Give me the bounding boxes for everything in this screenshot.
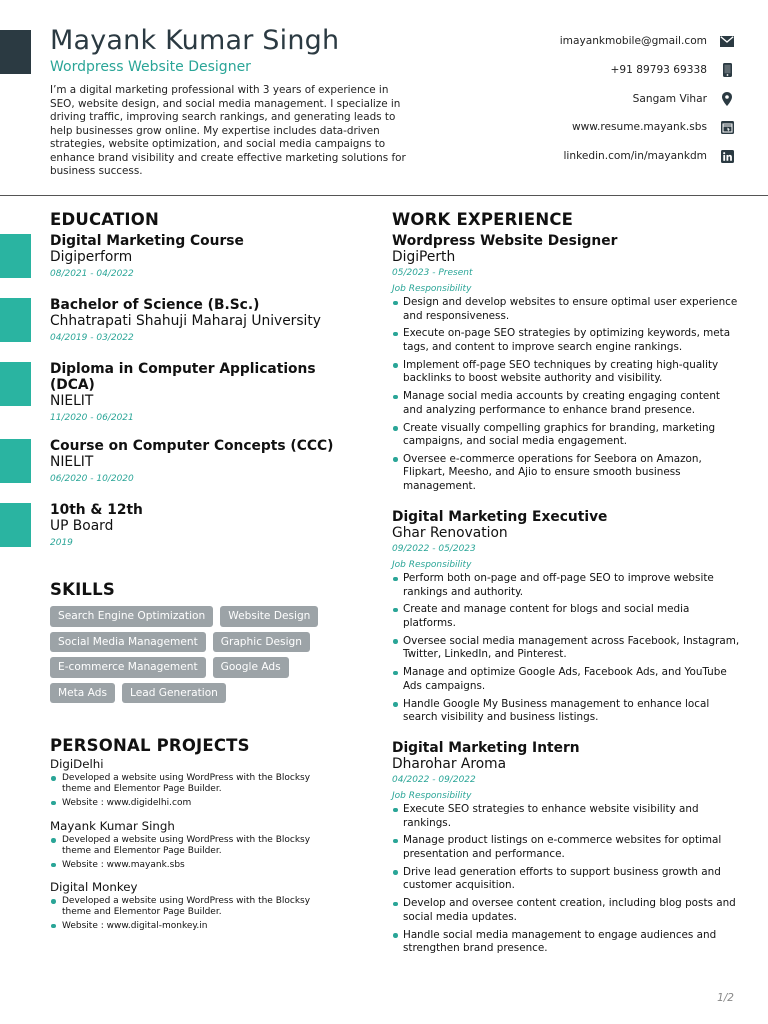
header-accent-block: [0, 30, 31, 74]
job-entry: [392, 740, 742, 960]
page-number: 1/2: [717, 992, 734, 1004]
job-bullet: Implement off-page SEO techniques by creating high-quality backlinks to boost website authority and visibility.: [392, 359, 742, 386]
job-responsibility-label: Job Responsibility: [392, 791, 472, 801]
skills-heading: SKILLS: [50, 580, 115, 599]
job-bullets: [392, 296, 742, 494]
skill-tag: Social Media Management: [50, 632, 206, 653]
education-title: Digital Marketing Course: [50, 233, 244, 249]
skill-tag: Search Engine Optimization: [50, 606, 213, 627]
contact-linkedin[interactable]: [474, 142, 734, 171]
project-bullets: [50, 896, 340, 931]
job-bullet: Manage product listings on e-commerce websites for optimal presentation and performance.: [392, 834, 742, 861]
education-item: [50, 233, 350, 279]
education-accent-bar: [0, 503, 31, 547]
contact-website-text[interactable]: www.resume.mayank.sbs: [571, 121, 707, 134]
projects-heading: PERSONAL PROJECTS: [50, 736, 250, 755]
job-bullet: Manage social media accounts by creating engaging content and analyzing performance to enhance brand presence.: [392, 390, 742, 417]
job-bullet: Develop and oversee content creation, including blog posts and social media updates.: [392, 897, 742, 924]
contact-website[interactable]: [474, 113, 734, 142]
contact-phone-text[interactable]: +91 89793 69338: [610, 64, 707, 77]
project-item: [50, 757, 340, 811]
education-title: Diploma in Computer Applications (DCA): [50, 361, 316, 393]
contact-phone[interactable]: [474, 56, 734, 85]
job-company: DigiPerth: [392, 249, 456, 265]
job-date: 05/2023 - Present: [392, 268, 473, 278]
job-company: Ghar Renovation: [392, 525, 508, 541]
contact-email[interactable]: [474, 27, 734, 56]
job-bullet: Manage and optimize Google Ads, Facebook Ads, and YouTube Ads campaigns.: [392, 666, 742, 693]
education-date: 06/2020 - 10/2020: [50, 474, 134, 484]
project-name: Digital Monkey: [50, 880, 138, 894]
education-date: 08/2021 - 04/2022: [50, 269, 134, 279]
job-entry: [392, 509, 742, 729]
project-name: Mayank Kumar Singh: [50, 819, 175, 833]
contact-location-text: Sangam Vihar: [632, 92, 707, 105]
education-institution: Digiperform: [50, 249, 133, 265]
skill-tag: Website Design: [220, 606, 318, 627]
education-title: 10th & 12th: [50, 502, 143, 518]
candidate-name: Mayank Kumar Singh: [50, 25, 340, 56]
project-bullet: Developed a website using WordPress with the Blocksy theme and Elementor Page Builder.: [50, 773, 340, 795]
contact-list: [474, 27, 734, 170]
job-title: Digital Marketing Intern: [392, 740, 580, 756]
education-accent-bar: [0, 362, 31, 406]
contact-email-text[interactable]: imayankmobile@gmail.com: [559, 35, 707, 48]
job-bullet: Design and develop websites to ensure optimal user experience and responsiveness.: [392, 296, 742, 323]
education-title: Bachelor of Science (B.Sc.): [50, 297, 260, 313]
education-accent-bar: [0, 298, 31, 342]
project-item: [50, 819, 340, 873]
education-item: [50, 502, 350, 548]
job-bullet: Handle social media management to engage audiences and strengthen brand presence.: [392, 929, 742, 956]
education-item: [50, 297, 350, 343]
skill-tag: Graphic Design: [213, 632, 310, 653]
email-icon: [720, 34, 734, 48]
job-bullet: Drive lead generation efforts to support business growth and customer acquisition.: [392, 866, 742, 893]
project-item: [50, 880, 340, 934]
job-company: Dharohar Aroma: [392, 756, 507, 772]
skill-tag: E-commerce Management: [50, 657, 206, 678]
job-date: 04/2022 - 09/2022: [392, 775, 476, 785]
phone-icon: [720, 63, 734, 77]
education-heading: EDUCATION: [50, 210, 159, 229]
project-bullet: Website : www.digital-monkey.in: [50, 921, 340, 932]
education-title: Course on Computer Concepts (CCC): [50, 438, 334, 454]
job-responsibility-label: Job Responsibility: [392, 560, 472, 570]
website-icon: [720, 120, 734, 134]
job-bullet: Create visually compelling graphics for branding, marketing campaigns, and social media engagement.: [392, 422, 742, 449]
job-responsibility-label: Job Responsibility: [392, 284, 472, 294]
project-bullets: [50, 835, 340, 870]
education-institution: NIELIT: [50, 454, 94, 470]
education-institution: NIELIT: [50, 393, 94, 409]
skills-tag-list: [50, 606, 350, 703]
location-icon: [720, 92, 734, 106]
education-accent-bar: [0, 234, 31, 278]
project-bullet: Developed a website using WordPress with the Blocksy theme and Elementor Page Builder.: [50, 896, 340, 918]
job-bullet: Create and manage content for blogs and social media platforms.: [392, 603, 742, 630]
education-date: 11/2020 - 06/2021: [50, 413, 134, 423]
job-bullets: [392, 803, 742, 956]
profile-summary: I’m a digital marketing professional with 3 years of experience in SEO, website design, and social media management. I specialize in driving traffic, improving search rankings, and generating leads to help businesses grow online. My expertise includes data-driven strategies, website optimization, and social media campaigns to enhance brand visibility and create effective marketing solutions for business success.: [50, 84, 406, 177]
work-heading: WORK EXPERIENCE: [392, 210, 574, 229]
job-bullets: [392, 572, 742, 725]
contact-linkedin-text[interactable]: linkedin.com/in/mayankdm: [563, 150, 707, 163]
skill-tag: Meta Ads: [50, 683, 115, 704]
education-accent-bar: [0, 439, 31, 483]
linkedin-icon: [720, 149, 734, 163]
job-bullet: Oversee social media management across Facebook, Instagram, Twitter, LinkedIn, and Pinterest.: [392, 635, 742, 662]
education-date: 2019: [50, 538, 73, 548]
education-institution: Chhatrapati Shahuji Maharaj University: [50, 313, 321, 329]
education-institution: UP Board: [50, 518, 114, 534]
job-entry: [392, 233, 742, 498]
job-bullet: Execute SEO strategies to enhance website visibility and rankings.: [392, 803, 742, 830]
project-bullet: Website : www.mayank.sbs: [50, 860, 340, 871]
skill-tag: Google Ads: [213, 657, 289, 678]
project-bullet: Website : www.digidelhi.com: [50, 798, 340, 809]
project-bullets: [50, 773, 340, 808]
skill-tag: Lead Generation: [122, 683, 226, 704]
contact-location: [474, 84, 734, 113]
project-name: DigiDelhi: [50, 757, 104, 771]
education-item: [50, 361, 350, 423]
project-bullet: Developed a website using WordPress with the Blocksy theme and Elementor Page Builder.: [50, 835, 340, 857]
education-date: 04/2019 - 03/2022: [50, 333, 134, 343]
header-divider: [0, 195, 768, 196]
education-item: [50, 438, 350, 484]
job-bullet: Perform both on-page and off-page SEO to improve website rankings and authority.: [392, 572, 742, 599]
job-bullet: Handle Google My Business management to enhance local search visibility and business listings.: [392, 698, 742, 725]
job-date: 09/2022 - 05/2023: [392, 544, 476, 554]
job-bullet: Oversee e-commerce operations for Seebora on Amazon, Flipkart, Meesho, and Ajio to ensure smooth business management.: [392, 453, 742, 494]
job-bullet: Execute on-page SEO strategies by optimizing keywords, meta tags, and content to improve search engine rankings.: [392, 327, 742, 354]
job-title: Digital Marketing Executive: [392, 509, 608, 525]
job-title: Wordpress Website Designer: [392, 233, 618, 249]
candidate-role: Wordpress Website Designer: [50, 59, 251, 75]
